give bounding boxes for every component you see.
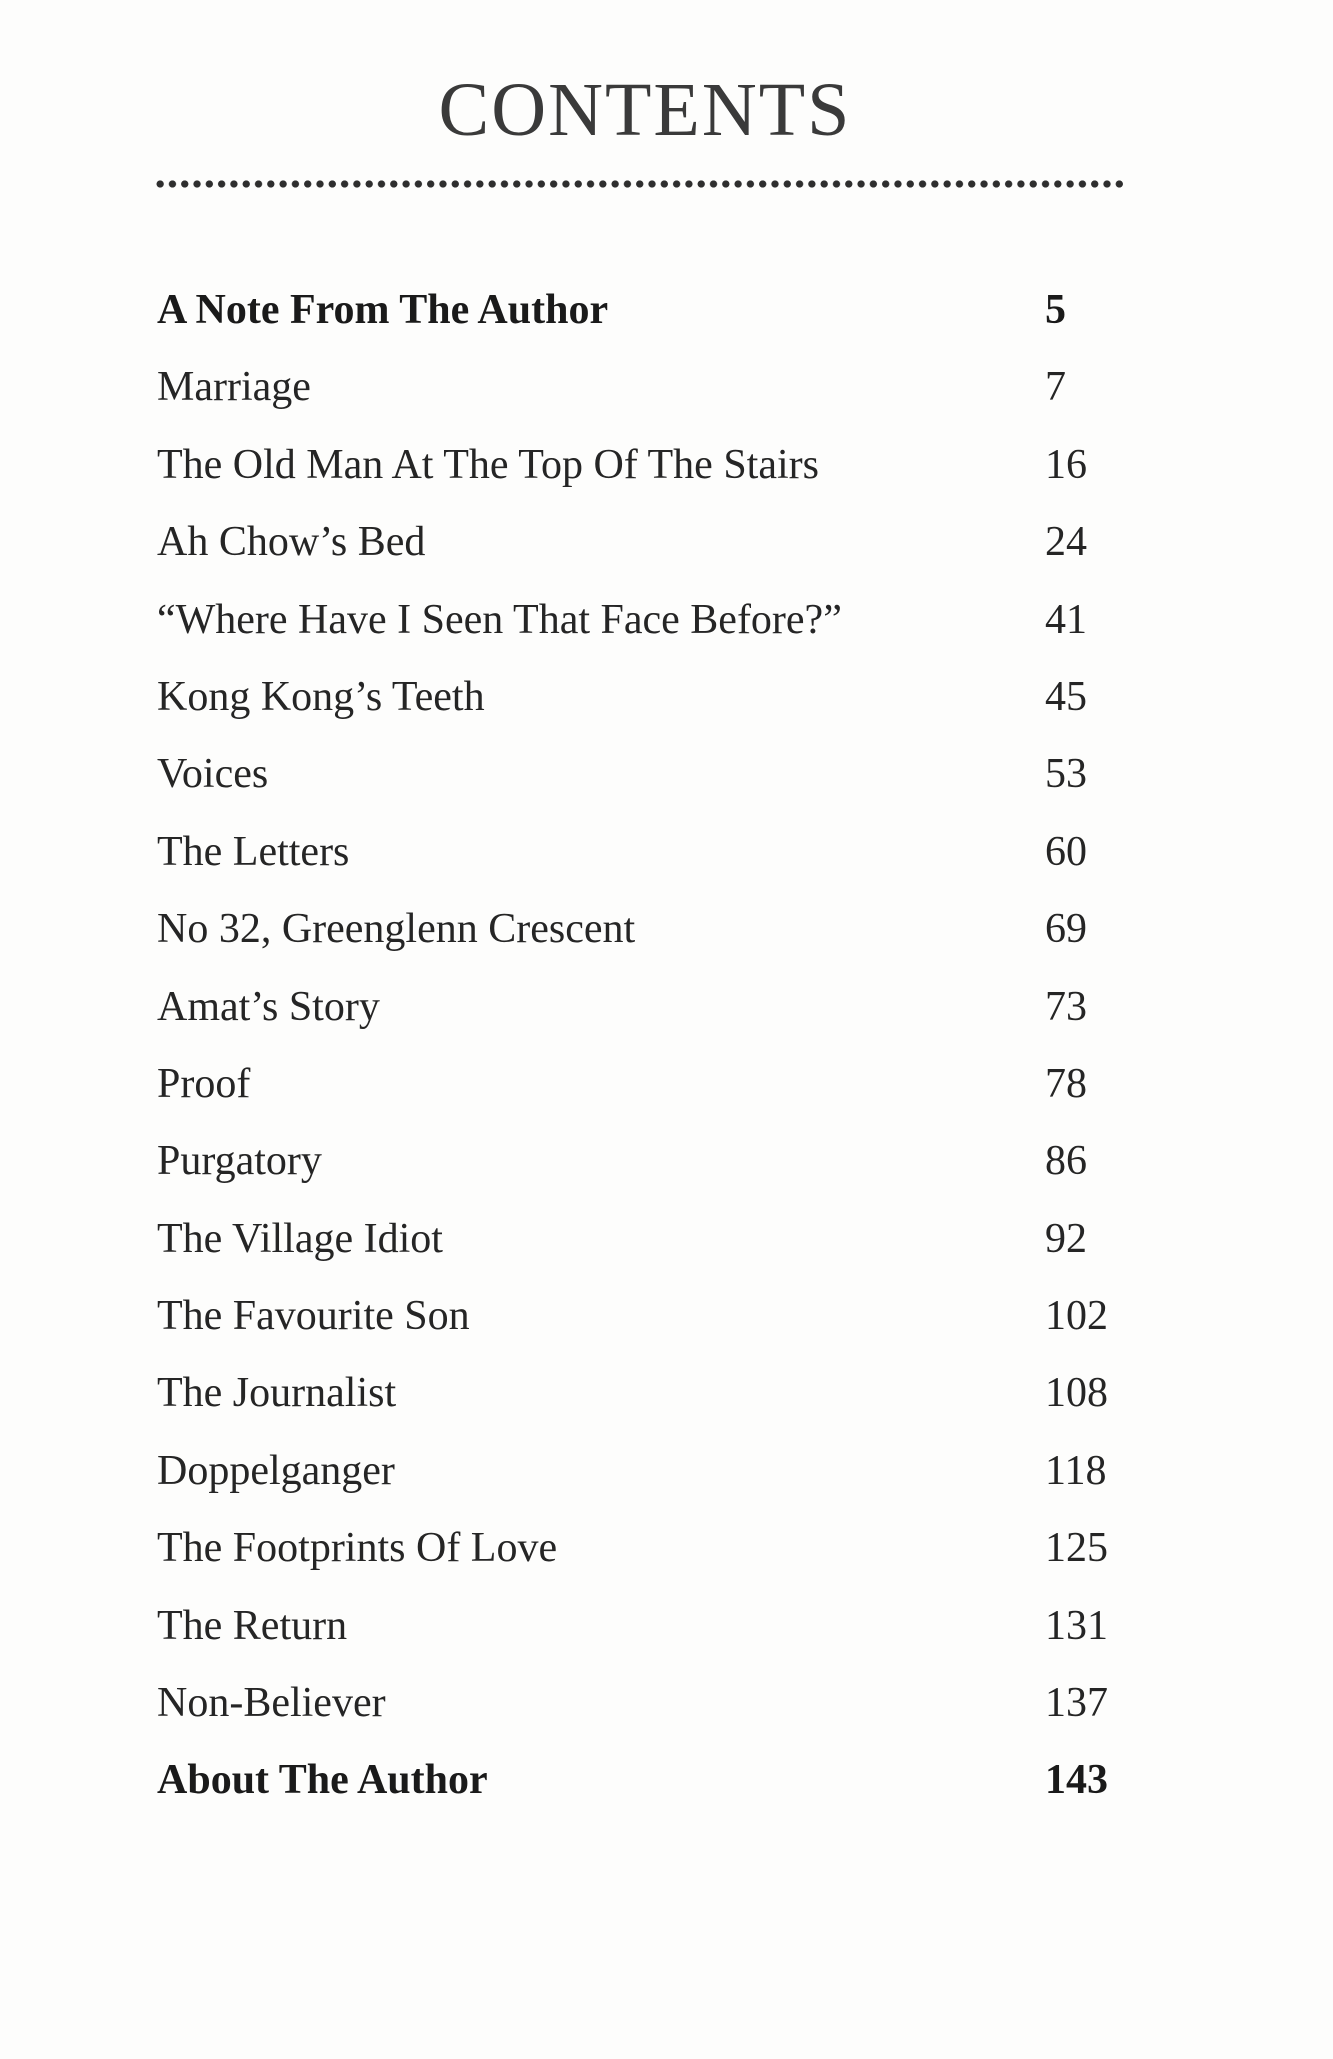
toc-entry-page: 53 xyxy=(1045,751,1087,798)
toc-entry-page: 5 xyxy=(1045,287,1066,333)
toc-entry xyxy=(157,435,1117,512)
toc-entry-title: “Where Have I Seen That Face Before?” xyxy=(157,596,842,643)
toc-entry xyxy=(157,357,1117,434)
toc-entry-page: 7 xyxy=(1045,364,1066,411)
toc-entry-title: Non-Believer xyxy=(157,1680,386,1727)
toc-entry-title: The Old Man At The Top Of The Stairs xyxy=(157,441,819,488)
toc-entry xyxy=(157,1441,1117,1518)
toc-entry xyxy=(157,1363,1117,1440)
toc-entry xyxy=(157,590,1117,667)
toc-entry-page: 60 xyxy=(1045,828,1087,875)
toc-entry-title: The Return xyxy=(157,1602,348,1649)
table-of-contents xyxy=(157,280,1117,1828)
toc-entry xyxy=(157,1596,1117,1673)
toc-entry-page: 41 xyxy=(1045,596,1087,643)
toc-entry-title: The Letters xyxy=(157,828,350,875)
toc-entry-page: 108 xyxy=(1045,1370,1108,1417)
toc-entry xyxy=(157,744,1117,821)
toc-entry-title: The Village Idiot xyxy=(157,1215,443,1262)
toc-entry-page: 143 xyxy=(1045,1757,1108,1804)
toc-entry-title: Voices xyxy=(157,751,269,798)
toc-entry-title: No 32, Greenglenn Crescent xyxy=(157,906,636,953)
toc-entry xyxy=(157,512,1117,589)
toc-entry xyxy=(157,822,1117,899)
toc-entry-title: Amat’s Story xyxy=(157,983,380,1030)
toc-entry-page: 78 xyxy=(1045,1060,1087,1107)
toc-entry-page: 131 xyxy=(1045,1602,1108,1649)
toc-entry-title: Doppelganger xyxy=(157,1447,395,1494)
toc-entry-page: 102 xyxy=(1045,1293,1108,1340)
toc-entry-page: 125 xyxy=(1045,1525,1108,1572)
toc-entry-page: 92 xyxy=(1045,1215,1087,1262)
toc-entry-page: 137 xyxy=(1045,1680,1108,1727)
toc-entry-title: About The Author xyxy=(157,1757,488,1804)
toc-entry xyxy=(157,1673,1117,1750)
toc-entry xyxy=(157,280,1117,357)
toc-entry-title: Kong Kong’s Teeth xyxy=(157,673,485,720)
toc-entry xyxy=(157,1750,1117,1827)
toc-entry-title: Ah Chow’s Bed xyxy=(157,519,426,566)
toc-entry-title: Purgatory xyxy=(157,1138,322,1185)
toc-entry-page: 16 xyxy=(1045,441,1087,488)
toc-entry-page: 24 xyxy=(1045,519,1087,566)
toc-entry xyxy=(157,667,1117,744)
toc-entry-title: Marriage xyxy=(157,364,311,411)
toc-entry-title: A Note From The Author xyxy=(157,287,609,333)
dotted-divider xyxy=(154,178,1124,190)
toc-entry xyxy=(157,1131,1117,1208)
toc-entry xyxy=(157,977,1117,1054)
toc-entry xyxy=(157,1054,1117,1131)
page-title: CONTENTS xyxy=(438,68,852,152)
toc-entry-title: The Favourite Son xyxy=(157,1293,470,1340)
toc-entry xyxy=(157,899,1117,976)
toc-entry-title: The Journalist xyxy=(157,1370,397,1417)
toc-entry-page: 45 xyxy=(1045,673,1087,720)
toc-entry xyxy=(157,1286,1117,1363)
toc-entry-page: 118 xyxy=(1045,1447,1107,1494)
toc-entry-page: 73 xyxy=(1045,983,1087,1030)
toc-entry xyxy=(157,1518,1117,1595)
toc-entry xyxy=(157,1209,1117,1286)
toc-entry-title: The Footprints Of Love xyxy=(157,1525,558,1572)
toc-entry-page: 86 xyxy=(1045,1138,1087,1185)
toc-entry-page: 69 xyxy=(1045,906,1087,953)
toc-entry-title: Proof xyxy=(157,1060,251,1107)
